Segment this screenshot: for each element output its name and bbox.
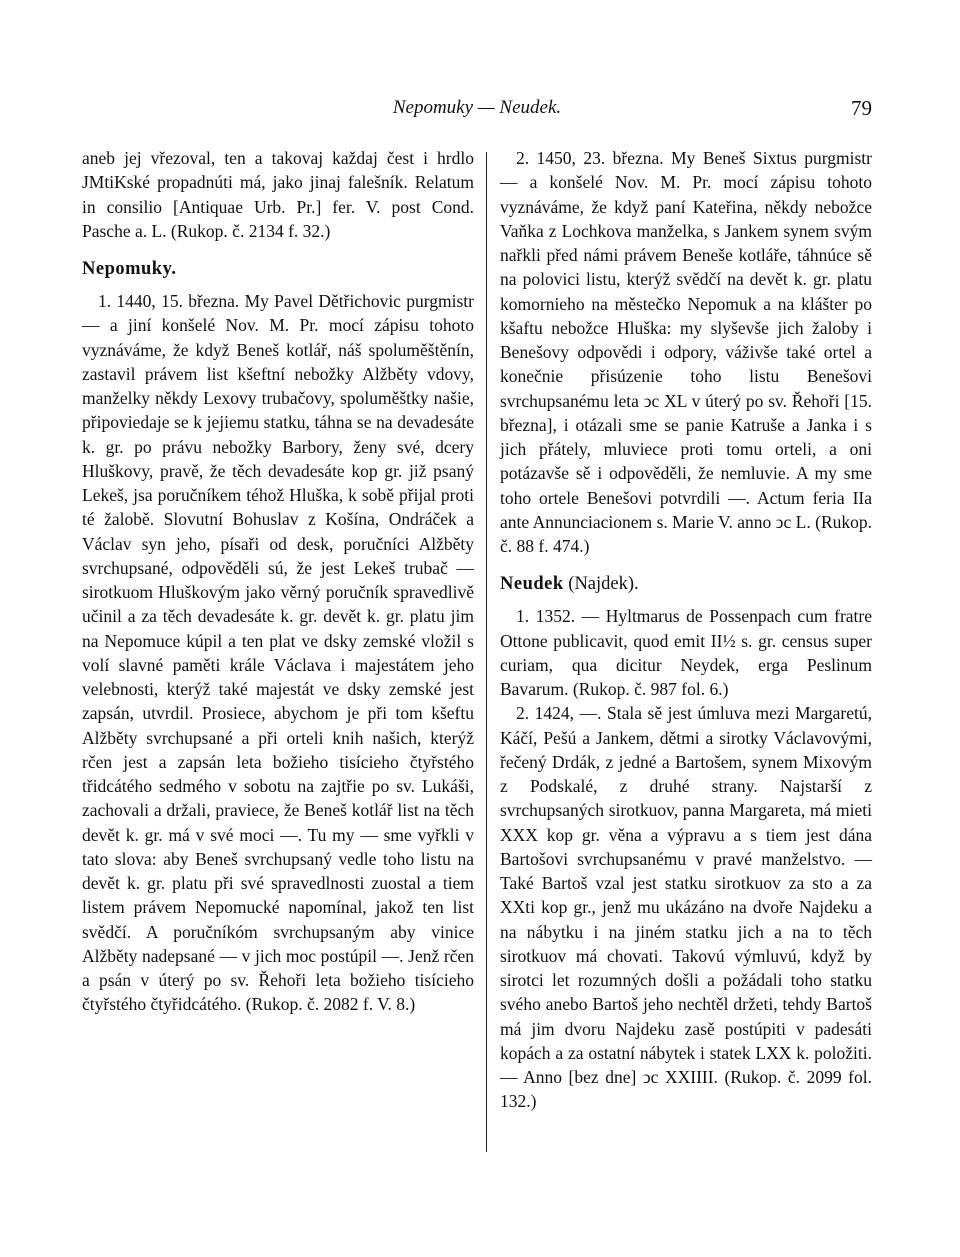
page-header [82, 96, 872, 136]
entry-nepomuky-2: 2. 1450, 23. března. My Beneš Sixtus purgmistr — a konšelé Nov. M. Pr. mocí zápisu tohoto vyznáváme, že když paní Kateřina, někdy nebožce Vaňka z Lochkova manželka, s Jankem synem svým nařkli před námi právem Beneše kotláře, táhnúce sě na polovici listu, kterýž svědčí na devět k. gr. platu komornieho na městečko Nepomuk a na klášter po kšaftu nebožce Hluška: my slyševše jich žaloby i Benešovy odpovědi i odpory, váživše také ortel a konečnie přisúzenie toho listu Benešovi svrchupsanému leta ͻc XL v úterý po sv. Řehoři [15. března], i otázali sme se panie Katruše a Janka i s jich přátely, mluviece proti tomu orteli, a oni potázavše sě i odpověděli, že nemluvie. A my sme toho ortele Benešovi potvrdili —. Actum feria IIa ante Annunciacionem s. Marie V. anno ͻc L. (Rukop. č. 88 f. 474.) [500, 148, 872, 556]
section-heading-name: Neudek [500, 574, 564, 595]
entry-nepomuky-1: 1. 1440, 15. března. My Pavel Dětřichovic purgmistr — a jiní konšelé Nov. M. Pr. mocí zápisu tohoto vyznáváme, že když Beneš kotlář, náš spoluměštěnín, zastavil právem list kšeftní nebožky Alžběty vdovy, manželky někdy Lexovy trubačovy, spoluměštky našie, připoviedaje se k jejiemu statku, táhna se na devadesáte k. gr. po právu nebožky Barbory, ženy své, dcery Hluškovy, pravě, že těch devadesáte kop gr. již psaný Lekeš, jsa poručníkem téhož Hluška, k sobě přijal proti té žalobě. Slovutní Bohuslav z Košína, Ondráček a Václav syn jeho, písaři od desk, poručníci Alžběty svrchupsané, odpověděli sú, že jest Lekeš trubač — sirotkuom Hluškovým jako věrný poručník spravedlivě učinil a za těch devadesáte k. gr. devět k. gr. platu jim na Nepomuce kúpil a ten plat ve dsky zemské vložil s volí slavné paměti krále Václava i majestátem jeho velebnosti, kterýž také majestát ve dsky zemské jest zapsán, utvrdil. Prosiece, abychom je při tom kšeftu Alžběty svrchupsané a při orteli knih našich, kterýž rčen jest a zapsán leta božieho tisícieho čtyřstého třidcátého sedmého v sobotu na zajtřie po sv. Lukáši, zachovali a držali, praviece, že Beneš kotlář list na těch devět k. gr. má v své moci —. Tu my — sme vyřkli v tato slova: aby Beneš svrchupsaný vedle toho listu na devět k. gr. platu při své spravedlnosti zuostal a tiem listem právem Nepomucké napomínal, jakož ten list svědčí. A poručníkóm svrchupsaným aby vinice Alžběty nadepsané — v jich moc postúpil —. Jenž rčen a psán v úterý po sv. Řehoři leta božieho tisícieho čtyřstého čtyřidcátého. (Rukop. č. 2082 f. V. 8.) [82, 291, 474, 1015]
entry-neudek-1: 1. 1352. — Hyltmarus de Possenpach cum fratre Ottone publicavit, quod emit II½ s. gr. census super curiam, qua dicitur Neydek, erga Peslinum Bavarum. (Rukop. č. 987 fol. 6.) [500, 606, 872, 699]
running-title: Nepomuky — Neudek. [392, 97, 562, 118]
section-heading-nepomuky [82, 257, 474, 281]
section-heading-suffix: (Najdek). [568, 574, 639, 595]
section-gap [500, 558, 872, 566]
section-gap [82, 243, 474, 251]
right-column [500, 146, 872, 1114]
section-heading-neudek [500, 572, 872, 596]
page-number: 79 [851, 96, 872, 120]
column-rule [486, 152, 487, 1152]
opening-paragraph: aneb jej vřezoval, ten a takovaj každaj čest i hrdlo JMtiKské propadnúti má, jako jinaj falešník. Relatum in consilio [Antiquae Urb. Pr.] fer. V. post Cond. Pasche a. L. (Rukop. č. 2134 f. 32.) [82, 148, 474, 241]
section-heading-name: Nepomuky. [82, 259, 177, 279]
entry-neudek-2: 2. 1424, —. Stala sě jest úmluva mezi Margaretú, Káčí, Pešú a Jankem, dětmi a sirotky Václavovými, řečený Drdák, z jedné a Bartošem, synem Mixovým z Podskalé, z druhé strany. Najstarší z svrchupsaných sirotkuov, panna Margareta, má mieti XXX kop gr. věna a výpravu a s tiem jest dána Bartošovi svrchupsanému v pravé manželstvo. — Také Bartoš vzal jest statku sirotkuov za sto a za XXti kop gr., jenž mu ukázáno na dvoře Najdeku a na nábytku i na jiném statku jich a na to těch sirotkuov má chovati. Takovú výmluvú, když by sirotci let rozumných došli a požádali toho statku svého anebo Bartoš jeho nechtěl držeti, tehdy Bartoš má jim dvoru Najdeku zasě postúpiti v padesáti kopách a za ostatní nábytek i statek LXX k. položiti. — Anno [bez dne] ͻc XXIIII. (Rukop. č. 2099 fol. 132.) [500, 703, 872, 1112]
left-column [82, 146, 474, 1017]
